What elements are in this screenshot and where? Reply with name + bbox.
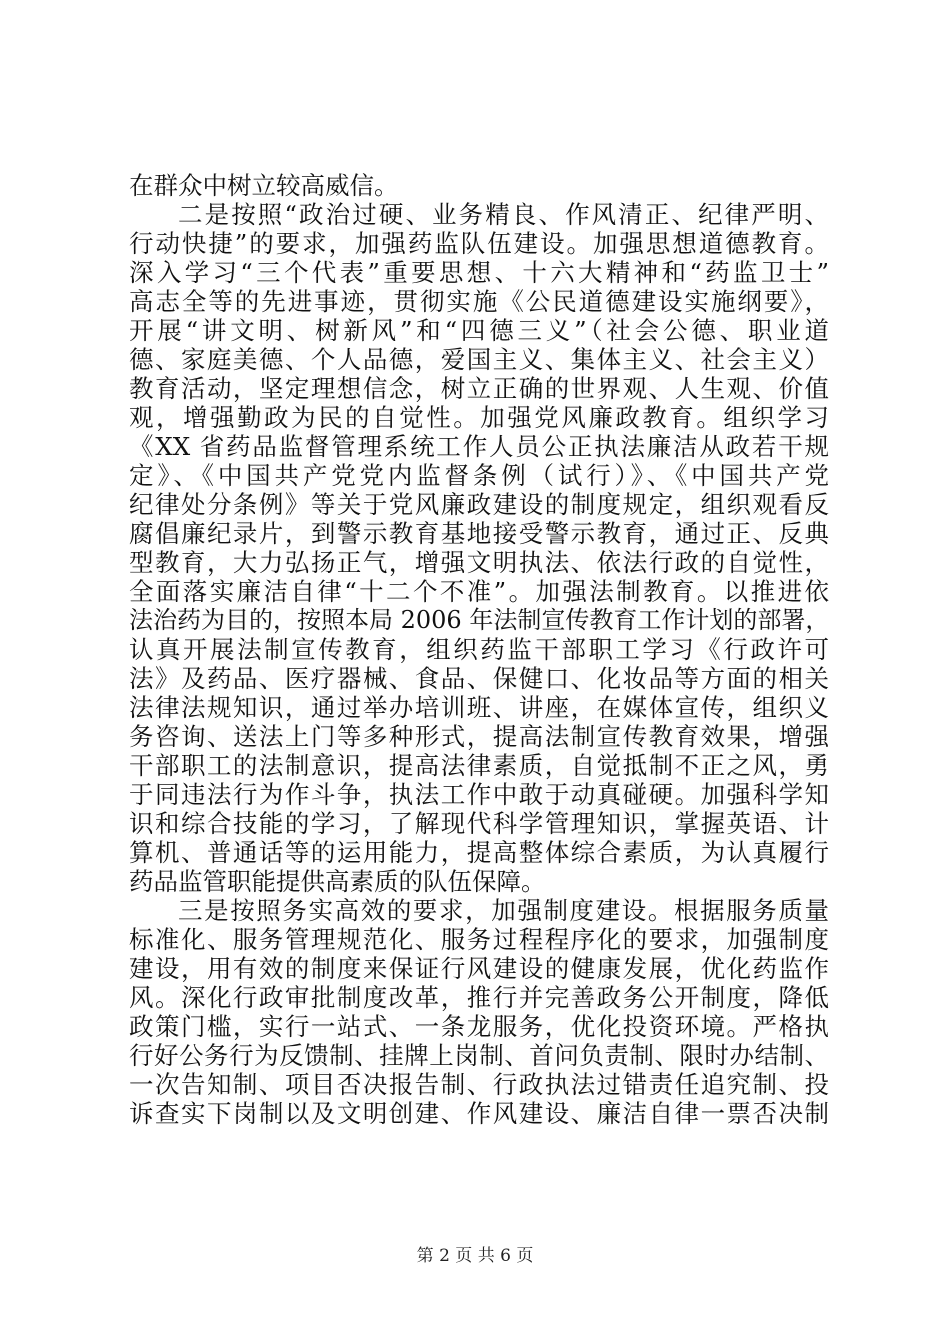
text-line: 标准化、服务管理规范化、服务过程程序化的要求，加强制度 <box>129 925 829 954</box>
text-line: 务咨询、送法上门等多种形式，提高法制宣传教育效果，增强 <box>129 722 829 751</box>
text-line: 教育活动，坚定理想信念，树立正确的世界观、人生观、价值 <box>129 374 829 403</box>
text-line: 认真开展法制宣传教育，组织药监干部职工学习《行政许可 <box>129 635 829 664</box>
text-line: 法》及药品、医疗器械、食品、保健口、化妆品等方面的相关 <box>129 664 829 693</box>
text-line: 干部职工的法制意识，提高法律素质，自觉抵制不正之风，勇 <box>129 751 829 780</box>
text-line: 高志全等的先进事迹，贯彻实施《公民道德建设实施纲要》， <box>129 287 829 316</box>
text-line: 腐倡廉纪录片，到警示教育基地接受警示教育，通过正、反典 <box>129 519 829 548</box>
text-line: 算机、普通话等的运用能力，提高整体综合素质，为认真履行 <box>129 838 829 867</box>
text-line: 一次告知制、项目否决报告制、行政执法过错责任追究制、投 <box>129 1070 829 1099</box>
text-line: 于同违法行为作斗争，执法工作中敢于动真碰硬。加强科学知 <box>129 780 829 809</box>
text-line: 行动快捷”的要求，加强药监队伍建设。加强思想道德教育。 <box>129 229 829 258</box>
text-line: 定》、《中国共产党党内监督条例（试行）》、《中国共产党 <box>129 461 829 490</box>
text-line: 政策门槛，实行一站式、一条龙服务，优化投资环境。严格执 <box>129 1012 829 1041</box>
text-line: 全面落实廉洁自律“十二个不准”。加强法制教育。以推进依 <box>129 577 829 606</box>
text-line: 法治药为目的，按照本局 2006 年法制宣传教育工作计划的部署， <box>129 606 830 634</box>
text-line: 观，增强勤政为民的自觉性。加强党风廉政教育。组织学习 <box>129 403 829 432</box>
text-line: 药品监管职能提供高素质的队伍保障。 <box>129 867 546 896</box>
text-line: 型教育，大力弘扬正气，增强文明执法、依法行政的自觉性， <box>129 548 829 577</box>
text-line: 深入学习“三个代表”重要思想、十六大精神和“药监卫士” <box>129 258 829 287</box>
text-line: 识和综合技能的学习，了解现代科学管理知识，掌握英语、计 <box>129 809 829 838</box>
text-line: 行好公务行为反馈制、挂牌上岗制、首问负责制、限时办结制、 <box>129 1041 829 1070</box>
text-line: 建设，用有效的制度来保证行风建设的健康发展，优化药监作 <box>129 954 829 983</box>
text-line: 《XX 省药品监督管理系统工作人员公正执法廉洁从政若干规 <box>129 432 829 461</box>
text-line: 二是按照“政治过硬、业务精良、作风清正、纪律严明、 <box>178 200 829 229</box>
text-line: 诉查实下岗制以及文明创建、作风建设、廉洁自律一票否决制 <box>129 1099 829 1128</box>
text-line: 三是按照务实高效的要求，加强制度建设。根据服务质量 <box>178 896 829 925</box>
text-line: 纪律处分条例》等关于党风廉政建设的制度规定，组织观看反 <box>129 490 829 519</box>
text-line: 风。深化行政审批制度改革，推行并完善政务公开制度，降低 <box>129 983 829 1012</box>
text-line: 开展“讲文明、树新风”和“四德三义”（社会公德、职业道 <box>129 316 829 345</box>
text-line: 德、家庭美德、个人品德，爱国主义、集体主义、社会主义） <box>129 345 829 374</box>
page-footer: 第 2 页 共 6 页 <box>416 1246 534 1266</box>
text-line: 在群众中树立较高威信。 <box>129 171 399 200</box>
text-line: 法律法规知识，通过举办培训班、讲座，在媒体宣传，组织义 <box>129 693 829 722</box>
